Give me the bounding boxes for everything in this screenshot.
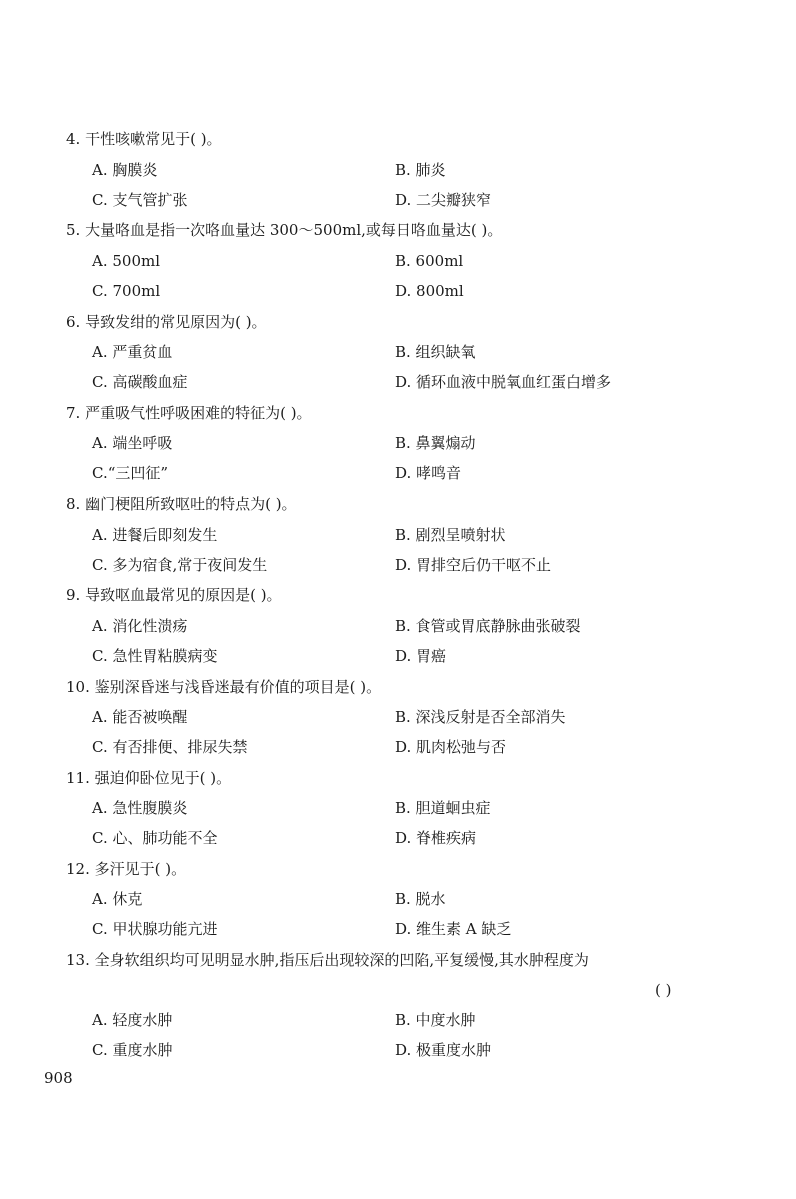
question-7-option-a: A. 端坐呼吸 — [92, 434, 173, 452]
question-5-option-b: B. 600ml — [395, 252, 464, 270]
question-12-option-d: D. 维生素 A 缺乏 — [395, 920, 512, 938]
question-8-stem: 8. 幽门梗阻所致呕吐的特点为( )。 — [66, 495, 297, 513]
question-6-option-a: A. 严重贫血 — [92, 343, 173, 361]
question-5-option-a: A. 500ml — [92, 252, 161, 270]
question-11-option-d: D. 脊椎疾病 — [395, 829, 477, 847]
question-7-option-d: D. 哮鸣音 — [395, 464, 462, 482]
question-10-option-a: A. 能否被唤醒 — [92, 708, 188, 726]
question-8-option-c: C. 多为宿食,常于夜间发生 — [92, 556, 268, 574]
question-7-option-c: C.“三凹征” — [92, 464, 169, 482]
question-7-option-b: B. 鼻翼煽动 — [395, 434, 476, 452]
question-13-option-d: D. 极重度水肿 — [395, 1041, 492, 1059]
question-8-option-b: B. 剧烈呈喷射状 — [395, 526, 506, 544]
question-4-option-a: A. 胸膜炎 — [92, 161, 158, 179]
question-10-stem: 10. 鉴别深昏迷与浅昏迷最有价值的项目是( )。 — [66, 678, 382, 696]
page-number: 908 — [44, 1069, 73, 1087]
question-6-option-d: D. 循环血液中脱氧血红蛋白增多 — [395, 373, 612, 391]
question-13-option-c: C. 重度水肿 — [92, 1041, 173, 1059]
question-12-option-a: A. 休克 — [92, 890, 143, 908]
question-4-option-c: C. 支气管扩张 — [92, 191, 188, 209]
question-9-option-c: C. 急性胃粘膜病变 — [92, 647, 218, 665]
question-7-stem: 7. 严重吸气性呼吸困难的特征为( )。 — [66, 404, 312, 422]
question-13-stem: 13. 全身软组织均可见明显水肿,指压后出现较深的凹陷,平复缓慢,其水肿程度为 — [66, 951, 589, 969]
question-9-stem: 9. 导致呕血最常见的原因是( )。 — [66, 586, 282, 604]
question-11-option-b: B. 胆道蛔虫症 — [395, 799, 491, 817]
question-8-option-d: D. 胃排空后仍干呕不止 — [395, 556, 552, 574]
question-4-option-b: B. 肺炎 — [395, 161, 446, 179]
question-5-option-d: D. 800ml — [395, 282, 464, 300]
question-10-option-b: B. 深浅反射是否全部消失 — [395, 708, 566, 726]
question-13-option-a: A. 轻度水肿 — [92, 1011, 173, 1029]
question-6-option-c: C. 高碳酸血症 — [92, 373, 188, 391]
question-10-option-d: D. 肌肉松弛与否 — [395, 738, 507, 756]
question-4-option-d: D. 二尖瓣狭窄 — [395, 191, 492, 209]
question-5-option-c: C. 700ml — [92, 282, 161, 300]
question-13-answer-bracket: ( ) — [655, 981, 672, 999]
question-8-option-a: A. 进餐后即刻发生 — [92, 526, 218, 544]
question-12-option-c: C. 甲状腺功能亢进 — [92, 920, 218, 938]
question-9-option-d: D. 胃癌 — [395, 647, 447, 665]
question-6-option-b: B. 组织缺氧 — [395, 343, 476, 361]
question-9-option-b: B. 食管或胃底静脉曲张破裂 — [395, 617, 581, 635]
question-11-stem: 11. 强迫仰卧位见于( )。 — [66, 769, 232, 787]
question-5-stem: 5. 大量咯血是指一次咯血量达 300～500ml,或每日咯血量达( )。 — [66, 221, 503, 239]
question-11-option-a: A. 急性腹膜炎 — [92, 799, 188, 817]
question-6-stem: 6. 导致发绀的常见原因为( )。 — [66, 313, 267, 331]
question-9-option-a: A. 消化性溃疡 — [92, 617, 188, 635]
question-12-option-b: B. 脱水 — [395, 890, 446, 908]
question-11-option-c: C. 心、肺功能不全 — [92, 829, 218, 847]
question-13-option-b: B. 中度水肿 — [395, 1011, 476, 1029]
question-10-option-c: C. 有否排便、排尿失禁 — [92, 738, 248, 756]
question-12-stem: 12. 多汗见于( )。 — [66, 860, 187, 878]
question-4-stem: 4. 干性咳嗽常见于( )。 — [66, 130, 222, 148]
